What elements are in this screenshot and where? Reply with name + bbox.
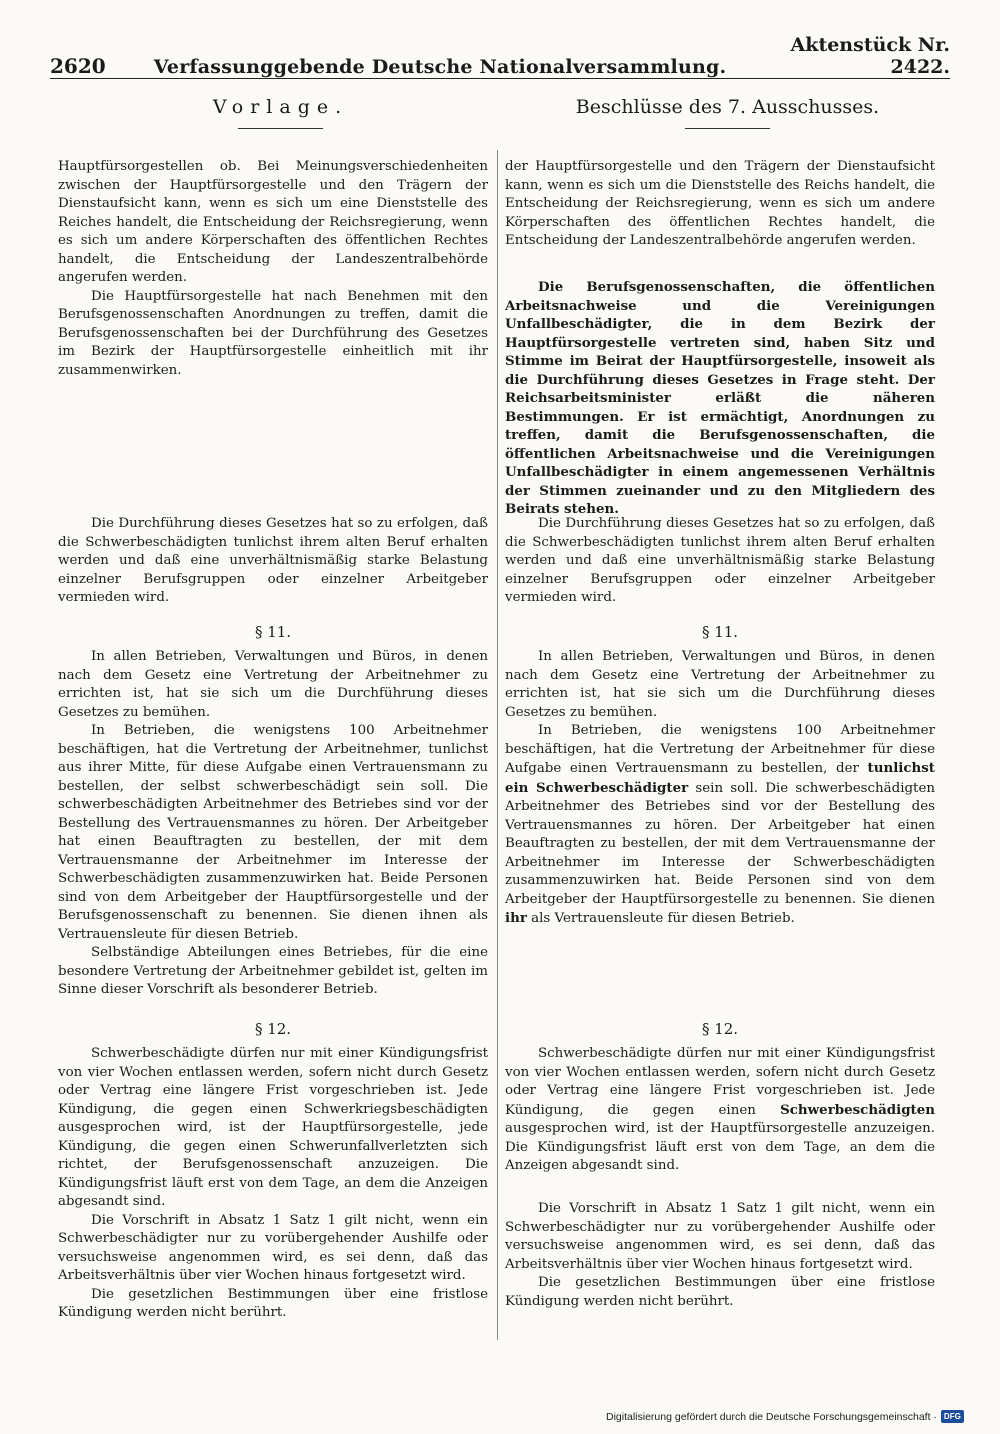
left-column: [58, 0, 503, 1434]
page-number: 2620: [50, 54, 106, 78]
paragraph-text: Die Vorschrift in Absatz 1 Satz 1 gilt nicht, wenn ein Schwerbeschädigter nur zu vorübergehender Aushilfe oder versuchsweise angenommen wird, es sei denn, daß das Arbeitsverhältnis über vier Wochen hinaus fortgesetzt wird.: [505, 1201, 935, 1272]
section-heading: § 11.: [701, 623, 739, 641]
text-run-amended: tunlichst ein Schwerbeschädigter: [505, 760, 935, 796]
section-heading: § 12.: [701, 1020, 739, 1038]
paragraph-text: Selbständige Abteilungen eines Betriebes, für die eine besondere Vertretung der Arbeitnehmer gebildet ist, gelten im Sinne dieser Vorschrift als besonderer Betrieb.: [58, 945, 488, 997]
paragraph-text: Die gesetzlichen Bestimmungen über eine fristlose Kündigung werden nicht berührt.: [505, 1275, 935, 1309]
paragraph-amended: [505, 278, 935, 519]
section-heading: § 12.: [254, 1020, 292, 1038]
paragraph: [58, 648, 488, 1000]
text-run: als Vertrauensleute für diesen Betrieb.: [526, 911, 795, 926]
digitization-footer: [606, 1410, 964, 1423]
dfg-logo: DFG: [941, 1410, 964, 1423]
paragraph: [505, 158, 935, 251]
text-run-amended: Schwerbeschädigten: [780, 1101, 935, 1118]
paragraph-text: In Betrieben, die wenigstens 100 Arbeitnehmer beschäftigen, hat die Vertretung der Arbeitnehmer, tunlichst aus ihrer Mitte, für diese Aufgabe einen Vertrauensmann zu bestellen, der selbst schwerbeschädigt sein soll. Die schwerbeschädigten Arbeitnehmer des Betriebes sind vor der Bestellung des Vertrauensmannes zu hören. Der Arbeitgeber hat einen Beauftragten zu bestellen, der mit dem Vertrauensmanne der Arbeitnehmer im Interesse der Schwerbeschädigten zusammenzuwirken hat. Beide Personen sind von dem Arbeitgeber der Hauptfürsorgestelle und der Berufsgenossenschaft zu benennen. Sie dienen ihnen als Vertrauensleute für diesen Betrieb.: [58, 723, 488, 942]
paragraph: [58, 158, 488, 380]
paragraph-text: Die Durchführung dieses Gesetzes hat so zu erfolgen, daß die Schwerbeschädigten tunlichst ihrem alten Beruf erhalten werden und daß eine unverhältnismäßig starke Belastung einzelner Berufsgruppen oder einzelner Arbeitgeber vermieden wird.: [58, 516, 488, 605]
paragraph-text: Die Hauptfürsorgestelle hat nach Benehmen mit den Berufsgenossenschaften Anordnungen zu treffen, damit die Berufsgenossenschaften bei der Durchführung des Gesetzes im Bezirk der Hauptfürsorgestelle einheitlich mit ihr zusammenwirken.: [58, 288, 488, 378]
paragraph-text: Schwerbeschädigte dürfen nur mit einer Kündigungsfrist von vier Wochen entlassen werden, sofern nicht durch Gesetz oder Vertrag eine längere Frist vorgeschrieben ist. Jede Kündigung, die gegen einen Schwerkriegsbeschädigten ausgesprochen wird, ist der Hauptfürsorgestelle, jede Kündigung, die gegen einen Schwerunfallverletzten sich richtet, der Berufsgenossenschaft anzuzeigen. Die Kündigungsfrist läuft erst von dem Tage, an dem die Anzeigen abgesandt sind.: [58, 1046, 488, 1209]
paragraph: [58, 515, 488, 608]
paragraph: [58, 1045, 488, 1323]
text-run: In Betrieben, die wenigstens 100 Arbeitnehmer beschäftigen, hat die Vertretung der Arbeitnehmer für diese Aufgabe einen Vertrauensmann zu bestellen, der: [505, 723, 935, 776]
paragraph-text: Die gesetzlichen Bestimmungen über eine fristlose Kündigung werden nicht berührt.: [58, 1286, 488, 1320]
paragraph-text: In allen Betrieben, Verwaltungen und Büros, in denen nach dem Gesetz eine Vertretung der Arbeitnehmer zu errichten ist, hat sie sich um die Durchführung dieses Gesetzes zu bemühen.: [58, 649, 488, 720]
footer-text: Digitalisierung gefördert durch die Deutsche Forschungsgemeinschaft ·: [606, 1410, 937, 1423]
text-run: sein soll. Die schwerbeschädigten Arbeitnehmer des Betriebes sind vor der Bestellung des Vertrauensmannes zu hören. Der Arbeitgeber hat einen Beauftragten zu bestellen, der mit dem Vertrauensmanne der Arbeitnehmer im Interesse der Schwerbeschädigten zusammenzuwirken hat. Beide Personen sind von dem Arbeitgeber der Hauptfürsorgestelle zu benennen. Sie dienen: [505, 780, 935, 907]
paragraph: [505, 648, 935, 929]
paragraph-text: Die Durchführung dieses Gesetzes hat so zu erfolgen, daß die Schwerbeschädigten tunlichst ihrem alten Beruf erhalten werden und daß eine unverhältnismäßig starke Belastung einzelner Berufsgruppen oder einzelner Arbeitgeber vermieden wird.: [505, 516, 935, 605]
right-column-heading: Beschlüsse des 7. Ausschusses.: [575, 96, 880, 118]
paragraph-text: [505, 1045, 935, 1176]
heading-rule: [685, 128, 770, 129]
text-run: ausgesprochen wird, ist der Hauptfürsorgestelle anzuzeigen. Die Kündigungsfrist läuft erst von dem Tage, an dem die Anzeigen abgesandt sind.: [505, 1121, 935, 1173]
right-column: [505, 0, 950, 1434]
left-column-heading: Vorlage.: [212, 96, 349, 118]
paragraph-text: [505, 722, 935, 929]
text-run-amended: ihr: [505, 910, 527, 926]
paragraph-text: der Hauptfürsorgestelle und den Trägern der Dienstaufsicht kann, wenn es sich um die Dienststelle des Reichs handelt, die Entscheidung der Reichsregierung, wenn es sich um andere Körperschaften des öffentlichen Rechtes handelt, die Entscheidung der Landeszentralbehörde angerufen werden.: [505, 159, 935, 248]
header-title: Verfassunggebende Deutsche Nationalversammlung.: [153, 56, 727, 78]
heading-rule: [238, 128, 323, 129]
paragraph: [505, 515, 935, 608]
section-heading: § 11.: [254, 623, 292, 641]
paragraph: [505, 1200, 935, 1311]
paragraph-text: Die Berufsgenossenschaften, die öffentlichen Arbeitsnachweise und die Vereinigungen Unfallbeschädigter, die in dem Bezirk der Hauptfürsorgestelle vertreten sind, haben Sitz und Stimme im Beirat der Hauptfürsorgestelle, insoweit als die Durchführung dieses Gesetzes in Frage steht. Der Reichsarbeitsminister erläßt die näheren Bestimmungen. Er ist ermächtigt, Anordnungen zu treffen, damit die Berufsgenossenschaften, die öffentlichen Arbeitsnachweise und die Vereinigungen Unfallbeschädigter in einem angemessenen Verhältnis der Stimmen zueinander und zu den Mitgliedern des Beirats stehen.: [505, 279, 935, 517]
paragraph-text: Die Vorschrift in Absatz 1 Satz 1 gilt nicht, wenn ein Schwerbeschädigter nur zu vorübergehender Aushilfe oder versuchsweise angenommen wird, es sei denn, daß das Arbeitsverhältnis über vier Wochen hinaus fortgesetzt wird.: [58, 1212, 488, 1283]
paragraph-text: Hauptfürsorgestellen ob. Bei Meinungsverschiedenheiten zwischen der Hauptfürsorgestelle und den Trägern der Dienstaufsicht kann, wenn es sich um eine Dienststelle des Reiches handelt, die Entscheidung der Reichsregierung, wenn es sich um andere Körperschaften des öffentlichen Rechtes handelt, die Entscheidung der Landeszentralbehörde angerufen werden.: [58, 159, 488, 285]
paragraph-text: In allen Betrieben, Verwaltungen und Büros, in denen nach dem Gesetz eine Vertretung der Arbeitnehmer zu errichten ist, hat sie sich um die Durchführung dieses Gesetzes zu bemühen.: [505, 649, 935, 720]
text-run: Schwerbeschädigte dürfen nur mit einer Kündigungsfrist von vier Wochen entlassen werden, sofern nicht durch Gesetz oder Vertrag eine längere Frist vorgeschrieben ist. Jede Kündigung, die gegen einen: [505, 1046, 935, 1118]
document-number: Aktenstück Nr. 2422.: [790, 34, 950, 78]
paragraph: [505, 1045, 935, 1176]
